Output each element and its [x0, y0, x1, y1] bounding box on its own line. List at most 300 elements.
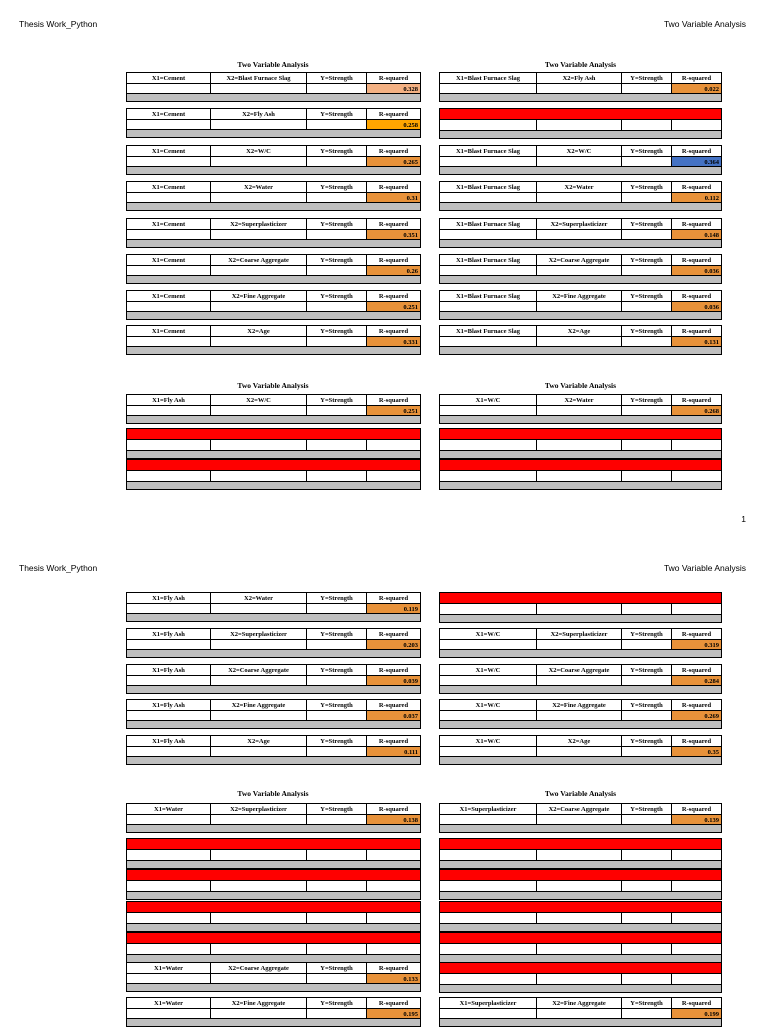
table-header-cell: Y=Strength [306, 108, 366, 119]
red-bar [439, 108, 722, 120]
empty-cell [536, 944, 621, 955]
separator-bar [126, 129, 421, 138]
empty-cell [536, 83, 621, 94]
table-header-cell: X1=W/C [439, 664, 536, 675]
table-header-cell: R-squared [366, 962, 421, 973]
red-bar [439, 901, 722, 913]
section-title-right: Two Variable Analysis [544, 60, 617, 69]
table-header-cell: R-squared [671, 290, 722, 301]
empty-cell [306, 471, 366, 482]
table-header-cell: X2=Blast Furnace Slag [210, 72, 306, 83]
separator-bar [126, 891, 421, 900]
r-squared-value: 0.111 [366, 746, 421, 757]
analysis-table [126, 997, 421, 1027]
empty-cell [210, 301, 306, 312]
empty-cell [621, 881, 671, 892]
r-squared-value: 0.022 [671, 83, 722, 94]
table-header-cell: X1=W/C [439, 735, 536, 746]
empty-cell [536, 1008, 621, 1019]
table-header-cell: Y=Strength [621, 803, 671, 814]
empty-cell [536, 471, 621, 482]
table-header-cell: R-squared [366, 181, 421, 192]
separator-bar [439, 450, 722, 459]
r-squared-value: 0.037 [366, 710, 421, 721]
section-title-left: Two Variable Analysis [237, 381, 309, 390]
r-squared-value: 0.036 [671, 301, 722, 312]
r-squared-value: 0.328 [366, 83, 421, 94]
separator-bar [439, 984, 722, 993]
empty-cell [210, 675, 306, 686]
separator-bar [126, 93, 421, 102]
table-header-cell: Y=Strength [621, 145, 671, 156]
table-header-cell: R-squared [366, 592, 421, 603]
table-value-row [439, 192, 722, 203]
red-bar [439, 428, 722, 440]
empty-cell [126, 603, 210, 614]
empty-cell [671, 913, 722, 924]
separator-bar [126, 685, 421, 694]
r-squared-value: 0.131 [671, 336, 722, 347]
table-value-row [439, 639, 722, 650]
blank-row [439, 913, 722, 924]
empty-cell [306, 913, 366, 924]
empty-cell [536, 746, 621, 757]
table-header-cell: X2=W/C [210, 394, 306, 405]
analysis-table [439, 72, 722, 102]
separator-bar [126, 481, 421, 490]
red-placeholder-block [126, 838, 421, 869]
empty-cell [439, 83, 536, 94]
red-placeholder-block [439, 592, 722, 623]
table-header-cell: X1=W/C [439, 394, 536, 405]
empty-cell [306, 881, 366, 892]
analysis-table [126, 108, 421, 138]
empty-cell [306, 944, 366, 955]
empty-cell [306, 973, 366, 984]
analysis-table [126, 962, 421, 992]
empty-cell [210, 814, 306, 825]
table-header-row [126, 254, 421, 265]
empty-cell [621, 336, 671, 347]
empty-cell [536, 974, 621, 985]
table-value-row [126, 156, 421, 167]
empty-cell [439, 913, 536, 924]
section-title-left: Two Variable Analysis [237, 789, 309, 798]
red-bar [439, 838, 722, 850]
table-header-row [439, 325, 722, 336]
empty-cell [210, 710, 306, 721]
table-header-cell: Y=Strength [621, 325, 671, 336]
empty-cell [439, 675, 536, 686]
empty-cell [439, 229, 536, 240]
table-header-cell: X1=Cement [126, 290, 210, 301]
analysis-table [439, 628, 722, 658]
table-header-cell: R-squared [671, 803, 722, 814]
table-value-row [126, 603, 421, 614]
table-header-cell: X1=Cement [126, 325, 210, 336]
empty-cell [210, 405, 306, 416]
table-header-cell: X1=Blast Furnace Slag [439, 181, 536, 192]
table-value-row [126, 301, 421, 312]
section-title-right: Two Variable Analysis [544, 789, 617, 798]
red-placeholder-block [439, 108, 722, 139]
empty-cell [306, 440, 366, 451]
blank-row [126, 913, 421, 924]
empty-cell [126, 83, 210, 94]
empty-cell [439, 944, 536, 955]
red-bar [439, 592, 722, 604]
empty-cell [439, 881, 536, 892]
empty-cell [126, 639, 210, 650]
analysis-table [439, 735, 722, 765]
table-header-cell: X2=Fine Aggregate [536, 699, 621, 710]
analysis-table [126, 699, 421, 729]
empty-cell [439, 120, 536, 131]
table-header-cell: X2=Coarse Aggregate [536, 254, 621, 265]
table-header-cell: X1=Cement [126, 108, 210, 119]
analysis-table [126, 145, 421, 175]
empty-cell [621, 192, 671, 203]
table-header-cell: R-squared [366, 218, 421, 229]
table-header-cell: X1=Blast Furnace Slag [439, 254, 536, 265]
section-title-right: Two Variable Analysis [544, 381, 617, 390]
table-header-cell: X2=Fine Aggregate [536, 997, 621, 1008]
table-value-row [439, 301, 722, 312]
table-header-cell: R-squared [671, 254, 722, 265]
red-placeholder-block [439, 459, 722, 490]
separator-bar [439, 166, 722, 175]
red-bar [126, 869, 421, 881]
table-header-cell: Y=Strength [306, 962, 366, 973]
table-header-cell: X2=W/C [210, 145, 306, 156]
empty-cell [306, 639, 366, 650]
table-header-cell: R-squared [671, 997, 722, 1008]
r-squared-value: 0.284 [671, 675, 722, 686]
empty-cell [439, 639, 536, 650]
red-placeholder-block [126, 428, 421, 459]
table-header-cell: Y=Strength [306, 592, 366, 603]
empty-cell [126, 156, 210, 167]
red-placeholder-block [439, 932, 722, 963]
separator-bar [126, 275, 421, 284]
empty-cell [210, 913, 306, 924]
table-header-cell: X1=Fly Ash [126, 735, 210, 746]
table-value-row [439, 1008, 722, 1019]
table-header-cell: X1=Water [126, 803, 210, 814]
empty-cell [210, 850, 306, 861]
table-header-cell: X2=Water [536, 181, 621, 192]
page-number: 1 [741, 514, 746, 524]
empty-cell [439, 405, 536, 416]
table-header-cell: X2=Fine Aggregate [536, 290, 621, 301]
separator-bar [126, 239, 421, 248]
empty-cell [210, 639, 306, 650]
table-header-cell: Y=Strength [306, 699, 366, 710]
empty-cell [671, 604, 722, 615]
empty-cell [210, 973, 306, 984]
red-placeholder-block [126, 901, 421, 932]
separator-bar [126, 756, 421, 765]
table-header-row [439, 664, 722, 675]
table-header-row [439, 290, 722, 301]
empty-cell [536, 192, 621, 203]
empty-cell [536, 265, 621, 276]
empty-cell [671, 440, 722, 451]
separator-bar [126, 613, 421, 622]
table-header-cell: R-squared [366, 735, 421, 746]
table-header-cell: Y=Strength [621, 72, 671, 83]
empty-cell [306, 603, 366, 614]
table-header-cell: Y=Strength [306, 290, 366, 301]
empty-cell [126, 119, 210, 130]
r-squared-value: 0.351 [366, 229, 421, 240]
separator-bar [439, 93, 722, 102]
r-squared-value: 0.31 [366, 192, 421, 203]
red-placeholder-block [126, 869, 421, 900]
red-placeholder-block [439, 428, 722, 459]
empty-cell [126, 973, 210, 984]
table-header-cell: X1=Fly Ash [126, 699, 210, 710]
blank-row [126, 440, 421, 451]
empty-cell [536, 881, 621, 892]
table-header-cell: X2=Coarse Aggregate [210, 962, 306, 973]
table-header-row [126, 181, 421, 192]
table-value-row [126, 83, 421, 94]
table-value-row [439, 675, 722, 686]
table-value-row [439, 405, 722, 416]
r-squared-value: 0.148 [671, 229, 722, 240]
blank-row [439, 944, 722, 955]
separator-bar [439, 614, 722, 623]
empty-cell [671, 471, 722, 482]
table-header-cell: X1=Blast Furnace Slag [439, 325, 536, 336]
empty-cell [126, 881, 210, 892]
empty-cell [621, 120, 671, 131]
r-squared-value: 0.26 [366, 265, 421, 276]
table-value-row [439, 265, 722, 276]
table-header-cell: X1=Cement [126, 254, 210, 265]
table-header-row [126, 394, 421, 405]
empty-cell [439, 156, 536, 167]
r-squared-value: 0.268 [671, 405, 722, 416]
empty-cell [306, 301, 366, 312]
table-header-cell: R-squared [366, 997, 421, 1008]
table-header-row [126, 145, 421, 156]
empty-cell [210, 265, 306, 276]
table-header-cell: X2=Superplasticizer [210, 218, 306, 229]
empty-cell [439, 192, 536, 203]
table-header-cell: X2=Fine Aggregate [210, 699, 306, 710]
separator-bar [126, 720, 421, 729]
table-header-cell: X1=Water [126, 962, 210, 973]
blank-row [126, 471, 421, 482]
empty-cell [306, 1008, 366, 1019]
table-value-row [126, 405, 421, 416]
empty-cell [621, 913, 671, 924]
table-header-row [439, 72, 722, 83]
table-header-row [126, 962, 421, 973]
separator-bar [439, 1018, 722, 1027]
table-header-cell: Y=Strength [306, 218, 366, 229]
table-header-cell: X2=Superplasticizer [210, 803, 306, 814]
separator-bar [439, 720, 722, 729]
empty-cell [306, 746, 366, 757]
table-header-cell: X2=Superplasticizer [536, 628, 621, 639]
r-squared-value: 0.199 [671, 1008, 722, 1019]
analysis-table [439, 394, 722, 424]
empty-cell [366, 944, 421, 955]
empty-cell [439, 301, 536, 312]
table-header-cell: R-squared [366, 394, 421, 405]
table-header-cell: R-squared [366, 699, 421, 710]
table-header-cell: R-squared [366, 325, 421, 336]
empty-cell [210, 603, 306, 614]
blank-row [439, 974, 722, 985]
empty-cell [671, 881, 722, 892]
table-header-row [439, 803, 722, 814]
empty-cell [439, 604, 536, 615]
blank-row [439, 850, 722, 861]
analysis-table [439, 325, 722, 355]
table-header-cell: Y=Strength [306, 325, 366, 336]
table-header-cell: X1=Superplasticizer [439, 997, 536, 1008]
table-header-row [126, 218, 421, 229]
table-header-cell: Y=Strength [621, 218, 671, 229]
table-header-cell: R-squared [671, 145, 722, 156]
r-squared-value: 0.331 [366, 336, 421, 347]
table-header-cell: X2=Coarse Aggregate [536, 803, 621, 814]
table-header-cell: R-squared [366, 145, 421, 156]
table-header-cell: X1=Cement [126, 72, 210, 83]
analysis-table [439, 664, 722, 694]
separator-bar [439, 415, 722, 424]
red-bar [439, 869, 722, 881]
red-placeholder-block [439, 901, 722, 932]
empty-cell [536, 913, 621, 924]
red-bar [126, 428, 421, 440]
table-header-row [126, 803, 421, 814]
table-value-row [439, 83, 722, 94]
analysis-table [439, 181, 722, 211]
separator-bar [439, 891, 722, 900]
table-header-cell: Y=Strength [621, 628, 671, 639]
empty-cell [126, 192, 210, 203]
table-header-cell: X1=Fly Ash [126, 628, 210, 639]
separator-bar [439, 923, 722, 932]
empty-cell [210, 944, 306, 955]
empty-cell [126, 746, 210, 757]
table-header-cell: X2=Water [210, 181, 306, 192]
separator-bar [439, 275, 722, 284]
empty-cell [210, 746, 306, 757]
table-header-row [126, 735, 421, 746]
separator-bar [439, 239, 722, 248]
separator-bar [126, 1018, 421, 1027]
empty-cell [621, 301, 671, 312]
empty-cell [306, 850, 366, 861]
analysis-table [439, 997, 722, 1027]
empty-cell [210, 192, 306, 203]
table-header-row [439, 628, 722, 639]
table-header-cell: Y=Strength [306, 254, 366, 265]
empty-cell [536, 120, 621, 131]
empty-cell [439, 1008, 536, 1019]
separator-bar [439, 685, 722, 694]
r-squared-value: 0.319 [671, 639, 722, 650]
table-header-cell: X2=W/C [536, 145, 621, 156]
analysis-table [126, 325, 421, 355]
table-header-cell: Y=Strength [306, 735, 366, 746]
table-header-cell: X2=Age [536, 325, 621, 336]
table-header-cell: Y=Strength [306, 181, 366, 192]
table-header-cell: X2=Fine Aggregate [210, 290, 306, 301]
empty-cell [306, 814, 366, 825]
table-header-row [126, 325, 421, 336]
analysis-table [126, 803, 421, 833]
table-header-row [439, 181, 722, 192]
blank-row [126, 850, 421, 861]
empty-cell [671, 974, 722, 985]
empty-cell [306, 156, 366, 167]
table-header-row [126, 290, 421, 301]
table-header-cell: Y=Strength [306, 664, 366, 675]
separator-bar [439, 130, 722, 139]
empty-cell [306, 265, 366, 276]
table-header-row [126, 997, 421, 1008]
table-header-row [126, 592, 421, 603]
empty-cell [671, 120, 722, 131]
table-header-cell: Y=Strength [621, 290, 671, 301]
empty-cell [439, 746, 536, 757]
table-header-row [439, 699, 722, 710]
empty-cell [621, 265, 671, 276]
table-value-row [439, 814, 722, 825]
table-value-row [126, 192, 421, 203]
table-value-row [126, 710, 421, 721]
empty-cell [621, 83, 671, 94]
empty-cell [126, 814, 210, 825]
table-header-cell: X2=Age [210, 735, 306, 746]
page-header-left: Thesis Work_Python [19, 563, 98, 573]
empty-cell [210, 1008, 306, 1019]
blank-row [439, 440, 722, 451]
empty-cell [536, 639, 621, 650]
table-header-row [126, 664, 421, 675]
table-header-cell: Y=Strength [306, 997, 366, 1008]
table-header-cell: X2=Age [210, 325, 306, 336]
table-header-row [439, 254, 722, 265]
empty-cell [536, 440, 621, 451]
page-header-left: Thesis Work_Python [19, 19, 98, 29]
empty-cell [439, 471, 536, 482]
separator-bar [439, 649, 722, 658]
r-squared-value: 0.112 [671, 192, 722, 203]
empty-cell [536, 229, 621, 240]
table-header-cell: Y=Strength [306, 394, 366, 405]
table-header-cell: X2=Coarse Aggregate [210, 254, 306, 265]
table-value-row [126, 229, 421, 240]
empty-cell [126, 675, 210, 686]
empty-cell [366, 913, 421, 924]
table-header-cell: X2=Water [536, 394, 621, 405]
table-header-cell: R-squared [366, 72, 421, 83]
separator-bar [126, 202, 421, 211]
empty-cell [306, 675, 366, 686]
table-value-row [126, 973, 421, 984]
analysis-table [126, 664, 421, 694]
analysis-table [439, 699, 722, 729]
empty-cell [439, 814, 536, 825]
